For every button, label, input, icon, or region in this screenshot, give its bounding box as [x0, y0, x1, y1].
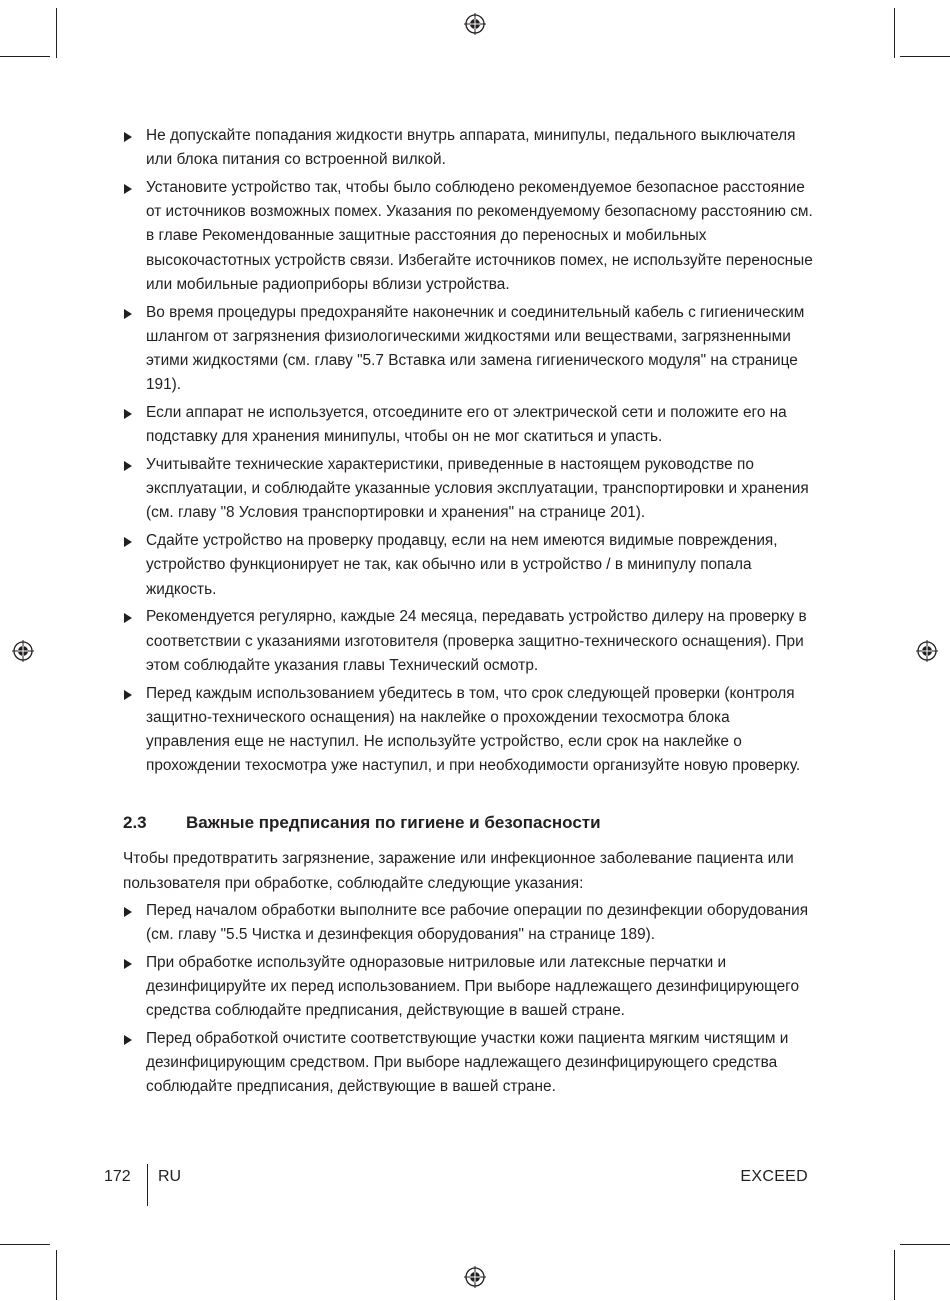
list-item-text: Во время процедуры предохраняйте наконечник и соединительный кабель с гигиеническим шлангом от загрязнения физиологическими жидкостями или веществами, загрязненными этими жидкостями (см. главу "5.7 Вставка или замена гигиенического модуля" на странице 191). [146, 303, 805, 394]
bullet-arrow-icon [124, 309, 132, 319]
bullet-arrow-icon [124, 461, 132, 471]
crop-mark [0, 56, 50, 57]
section-number: 2.3 [123, 813, 147, 833]
page-footer [0, 1164, 950, 1206]
registration-mark-icon [464, 13, 486, 35]
footer-divider [147, 1164, 148, 1206]
list-item-text: Не допускайте попадания жидкости внутрь аппарата, минипулы, педального выключателя или блока питания со встроенной вилкой. [146, 127, 796, 169]
section-heading [123, 811, 813, 835]
list-item [123, 899, 813, 947]
list-item [123, 605, 813, 678]
list-item [123, 176, 813, 297]
bullet-arrow-icon [124, 132, 132, 142]
list-item-text: Перед обработкой очистите соответствующие участки кожи пациента мягким чистящим и дезинфицирующим средством. При выборе надлежащего дезинфицирующего средства соблюдайте предписания, действующие в вашей стране. [146, 1030, 789, 1096]
crop-mark [56, 8, 57, 58]
bullet-arrow-icon [124, 537, 132, 547]
bullet-arrow-icon [124, 690, 132, 700]
bullet-arrow-icon [124, 1035, 132, 1045]
language-code: RU [158, 1168, 182, 1185]
list-item [123, 682, 813, 779]
list-item-text: Рекомендуется регулярно, каждые 24 месяца, передавать устройство дилеру на проверку в соответствии с указаниями изготовителя (проверка защитно-технического оснащения). При этом соблюдайте указания главы Технический осмотр. [146, 608, 807, 674]
bullet-arrow-icon [124, 907, 132, 917]
list-item-text: Перед началом обработки выполните все рабочие операции по дезинфекции оборудования (см. главу "5.5 Чистка и дезинфекция оборудования" на странице 189). [146, 901, 809, 944]
page-content [123, 124, 813, 1103]
bullet-arrow-icon [124, 184, 132, 194]
crop-mark [900, 1244, 950, 1245]
list-item [123, 1027, 813, 1100]
registration-mark-icon [12, 640, 34, 662]
list-item [123, 301, 813, 398]
registration-mark-icon [464, 1266, 486, 1288]
list-item [123, 951, 813, 1024]
list-item-text: Если аппарат не используется, отсоедините его от электрической сети и положите его на подставку для хранения минипулы, чтобы он не мог скатиться и упасть. [146, 404, 787, 446]
crop-mark [894, 1250, 895, 1300]
list-item [123, 124, 813, 172]
crop-mark [900, 56, 950, 57]
page-number: 172 [104, 1168, 131, 1185]
registration-mark-icon [916, 640, 938, 662]
section-title: Важные предписания по гигиене и безопасности [186, 813, 601, 833]
list-item [123, 529, 813, 602]
product-name: EXCEED [740, 1168, 808, 1185]
list-item-text: Перед каждым использованием убедитесь в том, что срок следующей проверки (контроля защитно-технического оснащения) на наклейке о прохождении техосмотра блока управления еще не наступил. Не используйте устройство, если срок на наклейке о прохождении техосмотра уже наступил, и при необходимости организуйте новую проверку. [146, 684, 801, 775]
list-item [123, 453, 813, 526]
crop-mark [0, 1244, 50, 1245]
bullet-arrow-icon [124, 613, 132, 623]
safety-bullet-list [123, 124, 813, 778]
section-intro: Чтобы предотвратить загрязнение, заражение или инфекционное заболевание пациента или пользователя при обработке, соблюдайте следующие указания: [123, 850, 794, 892]
bullet-arrow-icon [124, 409, 132, 419]
list-item-text: При обработке используйте одноразовые нитриловые или латексные перчатки и дезинфицируйте их перед использованием. При выборе надлежащего дезинфицирующего средства соблюдайте предписания, действующие в вашей стране. [146, 953, 800, 1020]
list-item-text: Установите устройство так, чтобы было соблюдено рекомендуемое безопасное расстояние от источников возможных помех. Указания по рекомендуемому безопасному расстоянию см. в главе Рекомендованные защитные расстояния до переносных и мобильных высокочастотных устройств связи. Избегайте источников помех, не используйте переносные или мобильные радиоприборы вблизи устройства. [146, 179, 813, 293]
list-item-text: Сдайте устройство на проверку продавцу, если на нем имеются видимые повреждения, устройство функционирует не так, как обычно или в устройство / в минипулу попала жидкость. [146, 532, 778, 598]
hygiene-bullet-list [123, 899, 813, 1100]
list-item-text: Учитывайте технические характеристики, приведенные в настоящем руководстве по эксплуатации, и соблюдайте указанные условия эксплуатации, транспортировки и хранения (см. главу "8 Условия транспортировки и хранения" на странице 201). [146, 456, 809, 522]
bullet-arrow-icon [124, 959, 132, 969]
list-item [123, 401, 813, 449]
crop-mark [894, 8, 895, 58]
crop-mark [56, 1250, 57, 1300]
